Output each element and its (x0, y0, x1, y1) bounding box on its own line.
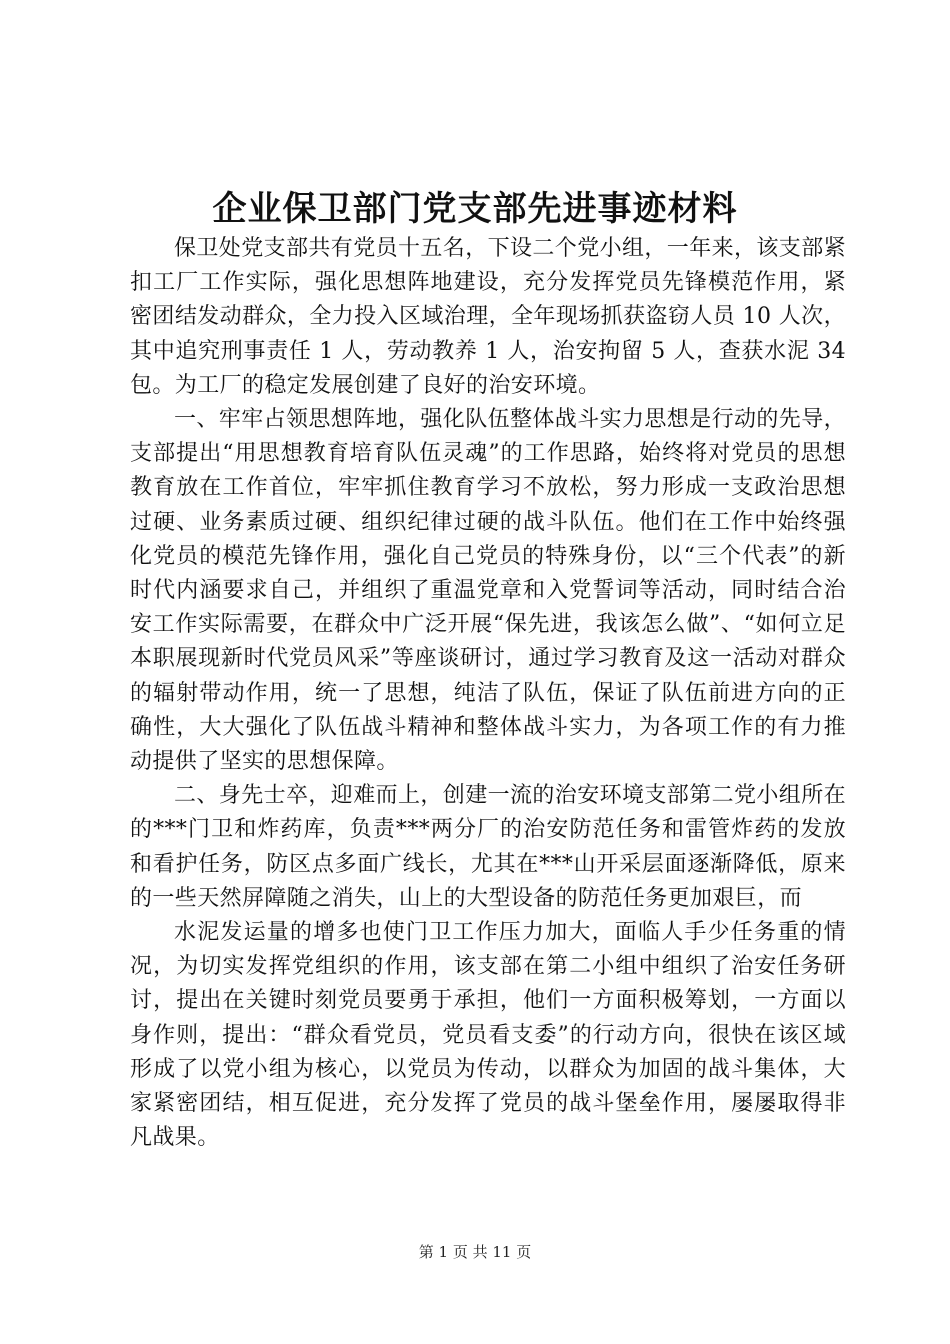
document-title: 企业保卫部门党支部先进事迹材料 (212, 189, 738, 229)
paragraph-section-one: 一、牢牢占领思想阵地，强化队伍整体战斗实力思想是行动的先导，支部提出“用思想教育培育队伍灵魂”的工作思路，始终将对党员的思想教育放在工作首位，牢牢抓住教育学习不放松，努力形成一支政治思想过硬、业务素质过硬、组织纪律过硬的战斗队伍。他们在工作中始终强化党员的模范先锋作用，强化自己党员的特殊身份，以“三个代表”的新时代内涵要求自己，并组织了重温党章和入党誓词等活动，同时结合治安工作实际需要，在群众中广泛开展“保先进，我该怎么做”、“如何立足本职展现新时代党员风采”等座谈研讨，通过学习教育及这一活动对群众的辐射带动作用，统一了思想，纯洁了队伍，保证了队伍前进方向的正确性，大大强化了队伍战斗精神和整体战斗实力，为各项工作的有力推动提供了坚实的思想保障。 (130, 407, 847, 775)
paragraph-continuation: 水泥发运量的增多也使门卫工作压力加大，面临人手少任务重的情况，为切实发挥党组织的作用，该支部在第二小组中组织了治安任务研讨，提出在关键时刻党员要勇于承担，他们一方面积极筹划，一方面以身作则，提出：“群众看党员，党员看支委”的行动方向，很快在该区域形成了以党小组为核心，以党员为传动，以群众为加固的战斗集体，大家紧密团结，相互促进，充分发挥了党员的战斗堡垒作用，屡屡取得非凡战果。 (130, 920, 846, 1151)
page-number-footer: 第 1 页 共 11 页 (418, 1243, 532, 1261)
document-body (130, 232, 846, 1155)
paragraph-section-two: 二、身先士卒，迎难而上，创建一流的治安环境支部第二党小组所在的***门卫和炸药库，负责***两分厂的治安防范任务和雷管炸药的发放和看护任务，防区点多面广线长，尤其在***山开采层面逐渐降低，原来的一些天然屏障随之消失，山上的大型设备的防范任务更加艰巨，而 (130, 783, 847, 911)
paragraph-intro: 保卫处党支部共有党员十五名，下设二个党小组，一年来，该支部紧扣工厂工作实际，强化思想阵地建设，充分发挥党员先锋模范作用，紧密团结发动群众，全力投入区域治理，全年现场抓获盗窃人员 10 人次，其中追究刑事责任 1 人，劳动教养 1 人，治安拘留 5 人，查获水泥 34 包。为工厂的稳定发展创建了良好的治安环境。 (130, 236, 847, 398)
